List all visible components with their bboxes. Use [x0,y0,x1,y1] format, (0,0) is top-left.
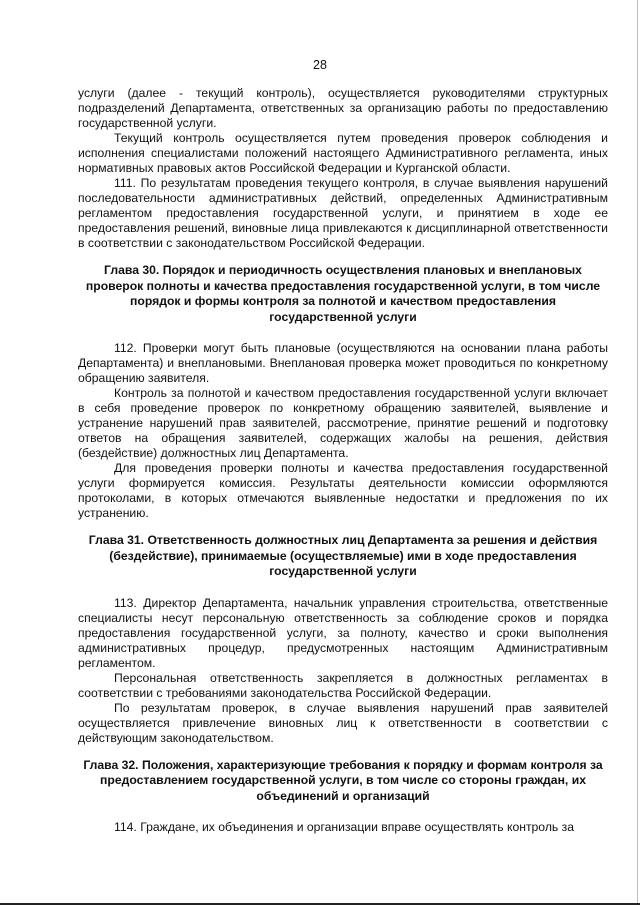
paragraph-113: 113. Директор Департамента, начальник управления строительства, ответственные специалисты несут персональную ответственность за соблюдение сроков и порядка предоставления государственной услуги, за полноту, качество и сроки выполнения административных процедур, предусмотренных настоящим Административным регламентом. [78,595,608,670]
chapter-31-heading: Глава 31. Ответственность должностных лиц Департамента за решения и действия (бездействие), принимаемые (осуществляемые) ими в ходе предоставления государственной услуги [88,533,598,578]
chapter-30-heading: Глава 30. Порядок и периодичность осуществления плановых и внеплановых проверок полноты и качества предоставления государственной услуги, в том числе порядок и формы контроля за полнотой и качеством предоставления государственной услуги [85,263,601,324]
paragraph-112: 112. Проверки могут быть плановые (осуществляются на основании плана работы Департамента) и внеплановыми. Внеплановая проверка может проводиться по конкретному обращению заявителя. [78,341,608,385]
paragraph-personal-responsibility: Персональная ответственность закрепляется в должностных регламентах в соответствии с требованиями законодательства Российской Федерации. [78,670,608,700]
scan-edge-line [637,0,638,905]
paragraph-current-control: Текущий контроль осуществляется путем проведения проверок соблюдения и исполнения специалистами положений настоящего Административного регламента, иных нормативных правовых актов Российской Федерации и Курганской области. [78,131,608,175]
paragraph-quality-control: Контроль за полнотой и качеством предоставления государственной услуги включает в себя проведение проверок по конкретному обращению заявителей, выявление и устранение нарушений прав заявителей, рассмотрение, принятие решений и подготовку ответов на обращения заявителей, содержащих жалобы на решения, действия (бездействие) должностных лиц Департамента. [78,386,608,460]
paragraph-commission: Для проведения проверки полноты и качества предоставления государственной услуги формируется комиссия. Результаты деятельности комиссии оформляются протоколами, в которых отмечаются выявленные недостатки и предложения по их устранению. [78,461,608,520]
document-body [78,86,608,835]
page-number: 28 [313,58,327,72]
chapter-32-heading: Глава 32. Положения, характеризующие требования к порядку и формам контроля за предоставлением государственной услуги, в том числе со стороны граждан, их объединений и организаций [83,757,603,803]
paragraph-111: 111. По результатам проведения текущего контроля, в случае выявления нарушений последовательности административных действий, определенных Административным регламентом предоставления государственной услуги, и принятием в ходе ее предоставления решений, виновные лица привлекаются к дисциплинарной ответственности в соответствии с законодательством Российской Федерации. [78,176,608,250]
paragraph-inspection-results: По результатам проверок, в случае выявления нарушений прав заявителей осуществляется привлечение виновных лиц к ответственности в соответствии с действующим законодательством. [78,700,608,745]
paragraph-114: 114. Граждане, их объединения и организации вправе осуществлять контроль за [114,820,575,834]
paragraph-continuation: услуги (далее - текущий контроль), осуществляется руководителями структурных подразделений Департамента, ответственных за организацию работы по предоставлению государственной услуги. [78,86,608,130]
